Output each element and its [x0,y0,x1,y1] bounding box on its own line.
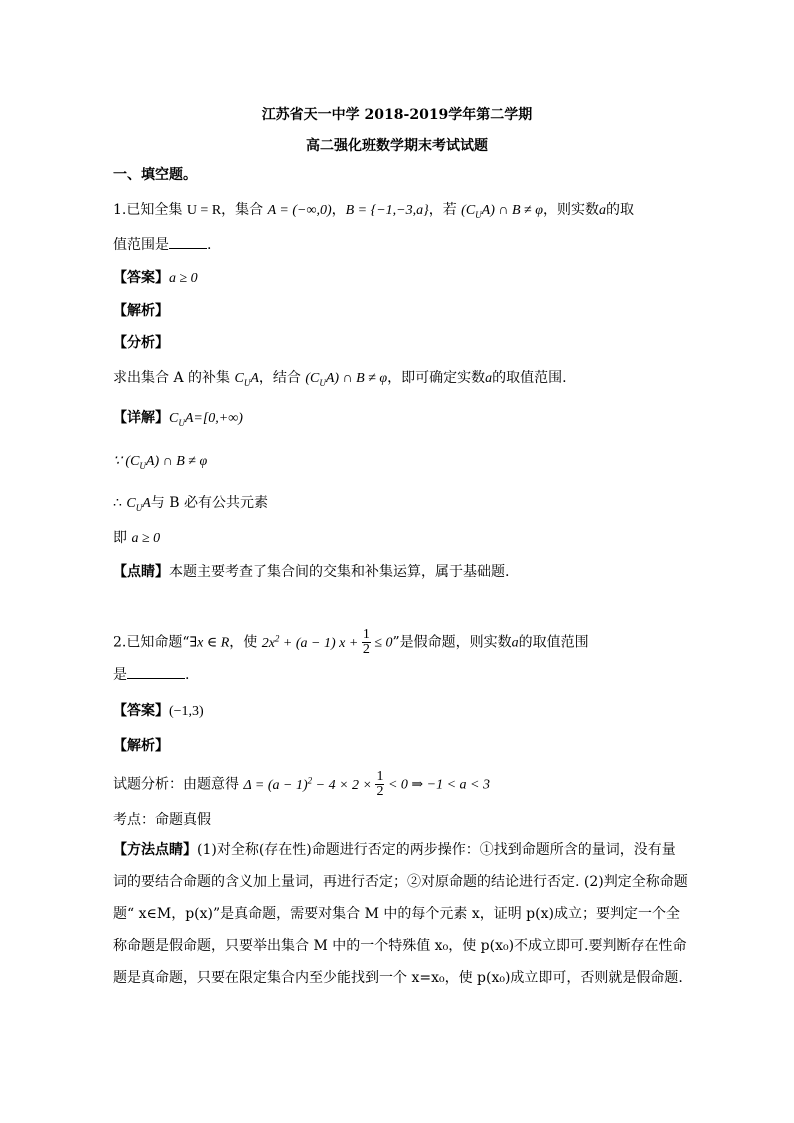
fenxi-tag: 【分析】 [113,335,169,351]
q2-method-line3: 题“ x∈M，p(x)”是真命题，需要对集合 M 中的每个元素 x，证明 p(x)成立；要判定一个全 [113,906,680,922]
answer-value: (−1,3) [169,704,204,719]
q2-method-line4: 称命题是假命题，只要举出集合 M 中的一个特殊值 x₀，使 p(x₀)不成立即可.要判断存在性命 [113,938,687,954]
analysis-tag: 【解析】 [113,738,169,754]
title-line-2: 高二强化班数学期末考试试题 [306,138,488,154]
q1-stem-line2 [113,234,211,255]
q1-text: ，集合 [221,202,268,218]
answer-tag: 【答案】 [113,270,169,286]
q1-step2: ∴ $C_UA$与 B 必有公共元素 [113,495,268,513]
q1-comment: 【点睛】本题主要考查了集合间的交集和补集运算，属于基础题. [113,564,510,580]
q2-answer [113,701,204,722]
title-line-1: 江苏省天一中学 2018-2019学年第二学期 [261,107,533,123]
q2-method-line2: 词的要结合命题的含义加上量词，再进行否定；②对原命题的结论进行否定. (2)判定全称命题 [113,874,688,890]
answer-blank [169,234,207,249]
analysis-tag: 【解析】 [113,303,169,319]
method-tag: 【方法点睛】 [113,842,197,858]
q1-step1: ∵ $(C_UA)$ ∩ B ≠ φ [113,454,208,471]
q2-method-line5: 题是真命题，只要在限定集合内至少能找到一个 x=x₀，使 p(x₀)成立即可，否则就是假命题. [113,970,683,986]
q1-set-a: A = (−∞,0) [267,203,332,218]
q1-var-a: a [598,203,606,218]
q1-text: . [207,237,212,253]
q2-stem-line2: 是 . [113,664,189,685]
q1-text: ， [331,202,346,218]
q1-set-b: B = {−1,−3,a} [345,203,429,218]
q1-text: 1.已知全集 [113,202,187,218]
answer-tag: 【答案】 [113,703,169,719]
q1-text: 值范围是 [113,237,169,253]
q1-stem-line1 [113,200,634,225]
q2-stem-line1: 2.已知命题“∃x ∈ R，使 $2x^2 + (a - 1) x$ + $\frac{1}{2}$ ≤ 0”是假命题，则实数a的取值范围 [113,627,589,658]
answer-blank [127,664,185,679]
fraction: $\frac{1}{2}$ [362,627,370,658]
q1-step3: 即 a ≥ 0 [113,530,161,546]
q2-method-line1: 【方法点睛】(1)对全称(存在性)命题进行否定的两步操作：①找到命题所含的量词，没有量 [113,842,676,858]
q1-answer [113,268,198,289]
q2-kaodian: 考点：命题真假 [113,812,211,828]
comment-tag: 【点睛】 [113,564,169,580]
q2-solution: 试题分析：由题意得 $\Delta = (a - 1)^2 - 4 \times 2$ × $\frac{1}{2}$ < 0 ⇒ −1 < a < 3 [113,769,491,800]
q1-detail: 【详解】$C_UA=[0,+\infty)$ [113,410,243,428]
detail-tag: 【详解】 [113,410,169,426]
q1-universal-set: U = R [186,203,222,218]
q1-text: ，则实数 [542,202,599,218]
q1-fenxi-text: 求出集合 A 的补集 $C_UA$，结合 $(C_UA)$ ∩ B ≠ φ，即可确定实数a的取值范围. [113,370,567,388]
answer-value: a ≥ 0 [169,271,198,286]
q1-condition: $(C_UA)$ ∩ B ≠ φ [461,203,543,220]
section-heading: 一、填空题。 [113,167,197,183]
q1-text: 的取 [605,202,634,218]
q1-text: ，若 [428,202,462,218]
fraction: $\frac{1}{2}$ [376,769,384,800]
